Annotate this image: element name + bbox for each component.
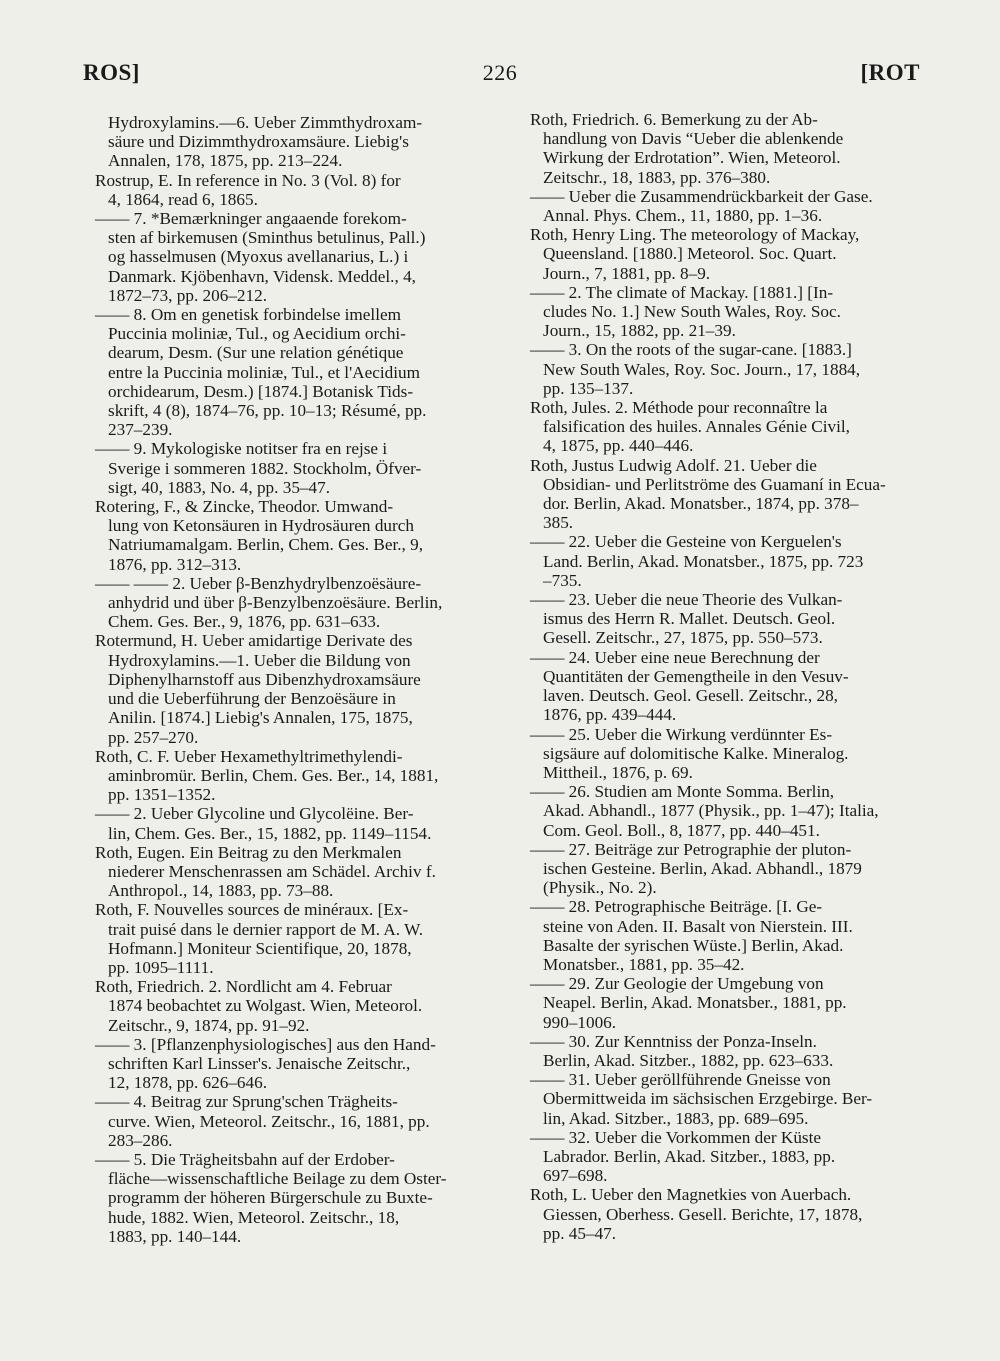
- text-line: Anthropol., 14, 1883, pp. 73–88.: [108, 881, 334, 901]
- text-line: Roth, C. F. Ueber Hexamethyltrimethylendi-: [95, 746, 403, 766]
- text-line: 283–286.: [108, 1130, 173, 1150]
- text-line: Puccinia moliniæ, Tul., og Aecidium orchi-: [108, 324, 406, 344]
- right-column: [530, 110, 910, 1243]
- text-line: —— —— 2. Ueber β-Benzhydrylbenzoësäure-: [95, 573, 422, 593]
- text-line: programm der höheren Bürgerschule zu Buxte-: [108, 1188, 433, 1208]
- text-line: Diphenylharnstoff aus Dibenzhydroxamsäure: [108, 669, 421, 689]
- text-line: Gesell. Zeitschr., 27, 1875, pp. 550–573.: [543, 628, 823, 648]
- text-line: Roth, Justus Ludwig Adolf. 21. Ueber die: [530, 455, 817, 475]
- text-line: säure und Dizimmthydroxamsäure. Liebig's: [108, 132, 409, 152]
- text-line: —— 30. Zur Kenntniss der Ponza-Inseln.: [530, 1031, 817, 1051]
- text-line: Labrador. Berlin, Akad. Sitzber., 1883, pp.: [543, 1146, 836, 1166]
- text-line: —— 9. Mykologiske notitser fra en rejse i: [95, 439, 388, 459]
- text-line: falsification des huiles. Annales Génie Civil,: [543, 417, 850, 437]
- header-right: [ROT: [860, 60, 920, 85]
- text-line: —— 3. [Pflanzenphysiologisches] aus den Hand-: [95, 1034, 436, 1054]
- text-line: 1883, pp. 140–144.: [108, 1226, 242, 1246]
- text-line: ismus des Herrn R. Mallet. Deutsch. Geol.: [543, 609, 836, 629]
- text-line: Roth, Friedrich. 6. Bemerkung zu der Ab-: [530, 110, 818, 129]
- text-line: —— 26. Studien am Monte Somma. Berlin,: [530, 782, 835, 802]
- text-line: pp. 257–270.: [108, 727, 199, 747]
- text-line: handlung von Davis “Ueber die ablenkende: [543, 129, 844, 149]
- text-line: dearum, Desm. (Sur une relation génétique: [108, 343, 404, 363]
- text-line: —— 32. Ueber die Vorkommen der Küste: [530, 1127, 822, 1147]
- text-line: dor. Berlin, Akad. Monatsber., 1874, pp. 378–: [543, 494, 859, 514]
- text-line: Rotering, F., & Zincke, Theodor. Umwand-: [95, 497, 394, 517]
- text-line: —— 31. Ueber geröllführende Gneisse von: [530, 1070, 831, 1090]
- text-line: 4, 1875, pp. 440–446.: [543, 436, 694, 456]
- text-line: ischen Gesteine. Berlin, Akad. Abhandl., 1879: [543, 858, 862, 878]
- text-line: Roth, Friedrich. 2. Nordlicht am 4. Februar: [95, 977, 392, 997]
- text-line: Danmark. Kjöbenhavn, Vidensk. Meddel., 4,: [108, 266, 416, 286]
- text-line: Journ., 7, 1881, pp. 8–9.: [543, 263, 711, 283]
- text-line: Com. Geol. Boll., 8, 1877, pp. 440–451.: [543, 820, 820, 840]
- text-line: Queensland. [1880.] Meteorol. Soc. Quart.: [543, 244, 837, 264]
- text-line: Annalen, 178, 1875, pp. 213–224.: [108, 151, 343, 171]
- text-line: skrift, 4 (8), 1874–76, pp. 10–13; Résumé, pp.: [108, 401, 427, 421]
- text-line: entre la Puccinia moliniæ, Tul., et l'Aecidium: [108, 362, 420, 382]
- text-line: aminbromür. Berlin, Chem. Ges. Ber., 14, 1881,: [108, 765, 439, 785]
- text-line: —— 4. Beitrag zur Sprung'schen Trägheits-: [95, 1092, 398, 1112]
- text-line: schriften Karl Linsser's. Jenaische Zeitschr.,: [108, 1053, 411, 1073]
- text-line: –735.: [543, 570, 582, 590]
- text-line: Roth, Jules. 2. Méthode pour reconnaître la: [530, 398, 828, 418]
- text-line: fläche—wissenschaftliche Beilage zu dem Oster-: [108, 1169, 447, 1189]
- text-line: Monatsber., 1881, pp. 35–42.: [543, 954, 745, 974]
- header-left: ROS]: [83, 60, 140, 85]
- text-line: Zeitschr., 9, 1874, pp. 91–92.: [108, 1015, 310, 1035]
- text-line: curve. Wien, Meteorol. Zeitschr., 16, 1881, pp.: [108, 1111, 430, 1131]
- text-line: Akad. Abhandl., 1877 (Physik., pp. 1–47); Italia,: [543, 801, 879, 821]
- text-line: cludes No. 1.] New South Wales, Roy. Soc.: [543, 302, 841, 322]
- text-line: trait puisé dans le dernier rapport de M. A. W.: [108, 919, 424, 939]
- text-line: niederer Menschenrassen am Schädel. Archiv f.: [108, 861, 436, 881]
- text-line: Journ., 15, 1882, pp. 21–39.: [543, 321, 736, 341]
- text-line: 1872–73, pp. 206–212.: [108, 285, 267, 305]
- text-line: 385.: [543, 513, 574, 533]
- text-line: Quantitäten der Gemengtheile in den Vesuv-: [543, 666, 849, 686]
- text-line: Obsidian- und Perlitströme des Guamaní in Ecua-: [543, 474, 886, 494]
- text-line: Obermittweida im sächsischen Erzgebirge. Ber-: [543, 1089, 873, 1109]
- text-line: Neapel. Berlin, Akad. Monatsber., 1881, pp.: [543, 993, 847, 1013]
- text-line: steine von Aden. II. Basalt von Nierstein. III.: [543, 916, 853, 936]
- text-line: pp. 1095–1111.: [108, 957, 214, 977]
- text-line: 697–698.: [543, 1166, 608, 1186]
- text-line: sten af birkemusen (Sminthus betulinus, Pall.): [108, 228, 426, 248]
- text-line: Rotermund, H. Ueber amidartige Derivate des: [95, 631, 413, 651]
- text-line: hude, 1882. Wien, Meteorol. Zeitschr., 18,: [108, 1207, 400, 1227]
- left-column: [95, 113, 475, 1246]
- text-line: (Physik., No. 2).: [543, 878, 657, 898]
- text-line: pp. 45–47.: [543, 1223, 617, 1243]
- text-line: og hasselmusen (Myoxus avellanarius, L.) i: [108, 247, 409, 267]
- text-line: 990–1006.: [543, 1012, 617, 1032]
- text-line: —— 22. Ueber die Gesteine von Kerguelen's: [530, 532, 842, 552]
- text-line: —— 2. Ueber Glycoline und Glycolëine. Ber-: [95, 804, 414, 824]
- page-number: 226: [482, 60, 518, 85]
- text-line: Zeitschr., 18, 1883, pp. 376–380.: [543, 167, 771, 187]
- text-line: sigt, 40, 1883, No. 4, pp. 35–47.: [108, 477, 331, 497]
- text-line: Chem. Ges. Ber., 9, 1876, pp. 631–633.: [108, 612, 381, 632]
- text-line: 1876, pp. 312–313.: [108, 554, 242, 574]
- text-line: —— 25. Ueber die Wirkung verdünnter Es-: [530, 724, 833, 744]
- text-line: 237–239.: [108, 420, 173, 440]
- text-line: Natriumamalgam. Berlin, Chem. Ges. Ber., 9,: [108, 535, 424, 555]
- text-line: —— Ueber die Zusammendrückbarkeit der Gase.: [530, 186, 873, 206]
- text-line: —— 7. *Bemærkninger angaaende forekom-: [95, 209, 407, 229]
- text-line: Roth, F. Nouvelles sources de minéraux. [Ex-: [95, 900, 409, 920]
- text-line: —— 3. On the roots of the sugar-cane. [1883.]: [530, 340, 852, 360]
- text-line: Hydroxylamins.—6. Ueber Zimmthydroxam-: [108, 113, 423, 132]
- text-line: 1876, pp. 439–444.: [543, 705, 677, 725]
- text-line: 12, 1878, pp. 626–646.: [108, 1073, 267, 1093]
- text-line: Mittheil., 1876, p. 69.: [543, 762, 693, 782]
- text-line: Roth, L. Ueber den Magnetkies von Auerbach.: [530, 1185, 852, 1205]
- text-line: Hydroxylamins.—1. Ueber die Bildung von: [108, 650, 411, 670]
- text-line: orchidearum, Desm.) [1874.] Botanisk Tids-: [108, 381, 414, 401]
- text-line: Basalte der syrischen Wüste.] Berlin, Akad.: [543, 935, 844, 955]
- text-line: —— 8. Om en genetisk forbindelse imellem: [95, 305, 401, 325]
- text-line: Annal. Phys. Chem., 11, 1880, pp. 1–36.: [543, 206, 823, 226]
- text-line: lin, Akad. Sitzber., 1883, pp. 689–695.: [543, 1108, 809, 1128]
- text-line: Rostrup, E. In reference in No. 3 (Vol. 8) for: [95, 170, 401, 190]
- text-line: Land. Berlin, Akad. Monatsber., 1875, pp. 723: [543, 551, 864, 571]
- text-line: Sverige i sommeren 1882. Stockholm, Öfver-: [108, 458, 422, 478]
- text-line: —— 29. Zur Geologie der Umgebung von: [530, 974, 824, 994]
- text-line: sigsäure auf dolomitische Kalke. Mineralog.: [543, 743, 849, 763]
- text-line: pp. 1351–1352.: [108, 785, 216, 805]
- text-line: anhydrid und über β-Benzylbenzoësäure. Berlin,: [108, 593, 443, 613]
- text-line: Roth, Henry Ling. The meteorology of Mackay,: [530, 225, 860, 245]
- text-line: —— 23. Ueber die neue Theorie des Vulkan-: [530, 590, 843, 610]
- text-line: Hofmann.] Moniteur Scientifique, 20, 1878,: [108, 938, 412, 958]
- text-line: lin, Chem. Ges. Ber., 15, 1882, pp. 1149–1154.: [108, 823, 432, 843]
- text-line: Wirkung der Erdrotation”. Wien, Meteorol.: [543, 148, 841, 168]
- text-line: Anilin. [1874.] Liebig's Annalen, 175, 1875,: [108, 708, 413, 728]
- text-line: New South Wales, Roy. Soc. Journ., 17, 1884,: [543, 359, 861, 379]
- text-line: —— 27. Beiträge zur Petrographie der pluton-: [530, 839, 852, 859]
- text-line: —— 5. Die Trägheitsbahn auf der Erdober-: [95, 1149, 395, 1169]
- text-line: Roth, Eugen. Ein Beitrag zu den Merkmalen: [95, 842, 402, 862]
- text-line: Giessen, Oberhess. Gesell. Berichte, 17, 1878,: [543, 1204, 863, 1224]
- text-line: lung von Ketonsäuren in Hydrosäuren durch: [108, 516, 414, 536]
- text-line: und die Ueberführung der Benzoësäure in: [108, 689, 396, 709]
- text-line: pp. 135–137.: [543, 378, 634, 398]
- text-line: Berlin, Akad. Sitzber., 1882, pp. 623–633.: [543, 1050, 834, 1070]
- text-line: —— 2. The climate of Mackay. [1881.] [In-: [530, 282, 834, 302]
- text-line: 1874 beobachtet zu Wolgast. Wien, Meteorol.: [108, 996, 423, 1016]
- text-line: —— 28. Petrographische Beiträge. [I. Ge-: [530, 897, 823, 917]
- running-header: [0, 60, 1000, 96]
- text-line: —— 24. Ueber eine neue Berechnung der: [530, 647, 820, 667]
- text-line: 4, 1864, read 6, 1865.: [108, 189, 258, 209]
- text-line: laven. Deutsch. Geol. Gesell. Zeitschr., 28,: [543, 686, 838, 706]
